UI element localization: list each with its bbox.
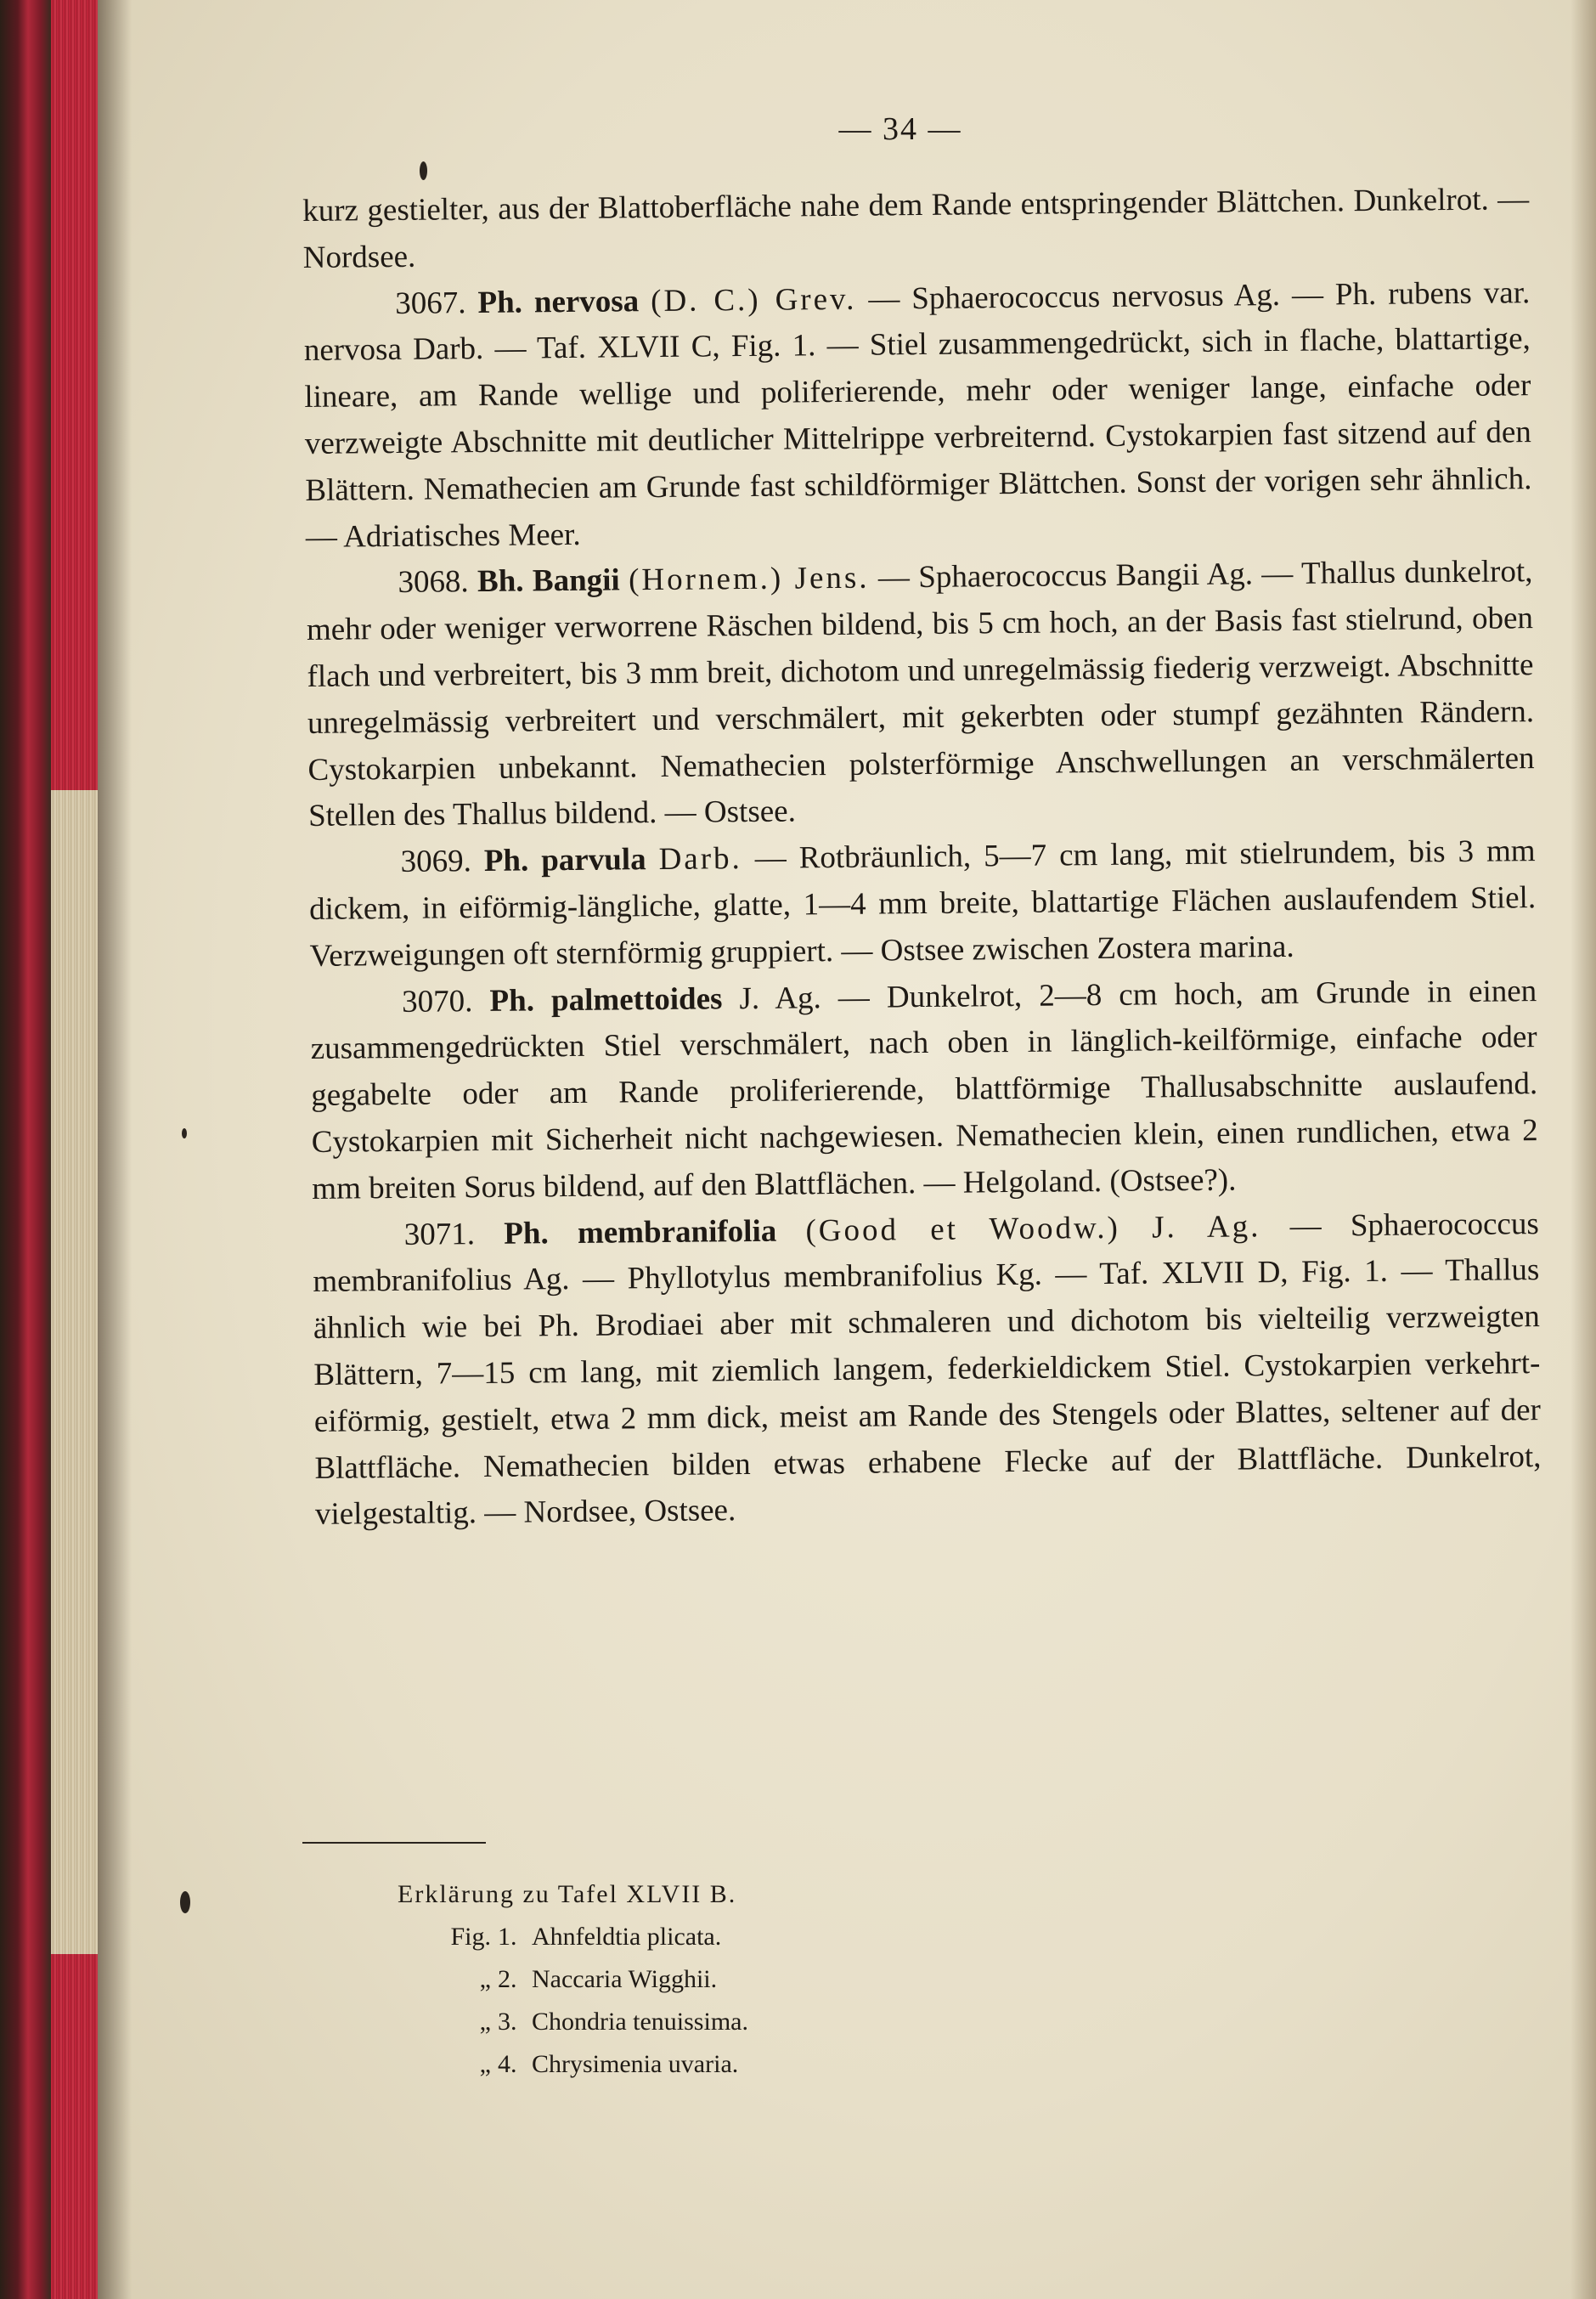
species-name: Ph. membranifolia xyxy=(504,1213,777,1251)
species-entry-3071 xyxy=(313,1201,1542,1539)
species-authority: J. Ag. xyxy=(739,980,821,1016)
species-authority: (Hornem.) Jens. xyxy=(628,560,870,598)
body-text xyxy=(302,177,1542,1539)
footnote-rule xyxy=(302,1842,486,1844)
entry-number: 3069. xyxy=(400,844,472,880)
figure-species: Chrysimenia uvaria. xyxy=(532,2050,739,2078)
species-authority: (D. C.) Grev. xyxy=(650,281,857,319)
species-entry-3067 xyxy=(303,270,1532,562)
figure-caption-row xyxy=(398,2001,992,2043)
figure-caption-row xyxy=(398,2043,992,2086)
entry-description: — Rotbräunlich, 5—7 cm lang, mit stielrundem, bis 3 mm dickem, in eiförmig-längliche, glatte, 1—4 mm breite, blattartige Flächen auslaufendem Stiel. Verzweigungen oft sternförmig gruppiert. — Ostsee zwischen Zostera marina. xyxy=(308,833,1537,974)
red-page-edge-bottom xyxy=(51,1954,98,2299)
figure-number: 2. xyxy=(498,1965,517,1993)
entry-description: — Sphaerococcus Bangii Ag. — Thallus dunkelrot, mehr oder weniger verworrene Räschen bildend, bis 5 cm hoch, an der Basis fast stielrund, oben flach und verbreitert, bis 3 mm breit, dichotom und unregelmässig fiederig verzweigt. Abschnitte unregelmässig verbreitert und verschmälert, mit gekerbten oder stumpf gezähnten Rändern. Cystokarpien unbekannt. Nemathecien polsterförmige Anschwellungen an verschmälerten Stellen des Thallus bildend. — Ostsee. xyxy=(306,554,1535,834)
red-page-edge-top xyxy=(51,0,98,790)
ink-speck xyxy=(182,1128,187,1138)
figure-prefix: „ xyxy=(479,2008,491,2036)
species-entry-3069 xyxy=(308,828,1537,980)
entry-number: 3070. xyxy=(401,983,473,1020)
species-name: Ph. nervosa xyxy=(477,283,640,320)
ink-speck xyxy=(420,161,427,180)
entry-number: 3067. xyxy=(395,285,466,321)
figure-caption-row xyxy=(398,1958,992,2001)
entry-description: — Sphaerococcus nervosus Ag. — Ph. rubens var. nervosa Darb. — Taf. XLVII C, Fig. 1. — Stiel zusammengedrückt, sich in flache, blattartige, lineare, am Rande wellige und poliferierende, mehr oder weniger lange, einfache oder verzweigte Abschnitte mit deutlicher Mittelrippe verbreiternd. Cystokarpien fast sitzend auf den Blättern. Nemathecien am Grunde fast schildförmiger Blättchen. Sonst der vorigen sehr ähnlich. — Adriatisches Meer. xyxy=(303,274,1532,555)
species-entry-3070 xyxy=(310,969,1539,1213)
species-name: Bh. Bangii xyxy=(477,562,620,600)
gutter-shadow xyxy=(98,0,132,2299)
figure-caption-row xyxy=(398,1916,992,1958)
figure-prefix: „ xyxy=(479,1965,491,1993)
figure-species: Ahnfeldtia plicata. xyxy=(532,1923,722,1951)
entry-description: — Dunkelrot, 2—8 cm hoch, am Grunde in einen zusammengedrückten Stiel verschmälert, nach oben in länglich-keilförmige, einfache oder gegabelte oder am Rande proliferierende, blattförmige Thallusabschnitte auslaufend. Cystokarpien mit Sicherheit nicht nachgewiesen. Nemathecien klein, einen rundlichen, etwa 2 mm breiten Sorus bildend, auf den Blattflächen. — Helgoland. (Ostsee?). xyxy=(310,973,1538,1206)
figure-number: 4. xyxy=(498,2050,517,2078)
page-number: — 34 — xyxy=(838,111,962,147)
species-name: Ph. palmettoides xyxy=(489,980,723,1019)
entry-number: 3071. xyxy=(403,1216,476,1252)
book-spine xyxy=(0,0,51,2299)
ink-speck xyxy=(180,1891,190,1913)
figure-species: Naccaria Wigghii. xyxy=(532,1965,718,1993)
figure-prefix: „ xyxy=(479,2050,491,2078)
continuation-paragraph: kurz gestielter, aus der Blattoberfläche nahe dem Rande entspringender Blättchen. Dunkelrot. — Nordsee. xyxy=(302,182,1530,275)
entry-number: 3068. xyxy=(398,564,469,601)
plate-explanation-heading: Erklärung zu Tafel XLVII B. xyxy=(398,1880,737,1908)
species-name: Ph. parvula xyxy=(483,842,646,879)
page-right-shadow xyxy=(1571,0,1596,2299)
figure-number: 1. xyxy=(498,1923,517,1951)
species-authority: Darb. xyxy=(658,841,742,878)
figure-species: Chondria tenuissima. xyxy=(532,2008,748,2036)
species-entry-3068 xyxy=(306,549,1535,840)
species-authority: (Good et Woodw.) J. Ag. xyxy=(805,1208,1261,1248)
figure-prefix: Fig. xyxy=(450,1923,491,1951)
entry-description: — Sphaerococcus membranifolius Ag. — Phyllotylus membranifolius Kg. — Taf. XLVII D, Fig. 1. — Thallus ähnlich wie bei Ph. Brodiaei aber mit schmaleren und dichotom bis vielteilig verzweigten Blättern, 7—15 cm lang, mit ziemlich langem, federkieldickem Stiel. Cystokarpien verkehrt-eiförmig, gestielt, etwa 2 mm dick, meist am Rande des Stengels oder Blattes, seltener auf der Blattfläche. Nemathecien bilden etwas erhabene Flecke auf der Blattfläche. Dunkelrot, vielgestaltig. — Nordsee, Ostsee. xyxy=(313,1206,1542,1533)
figure-number: 3. xyxy=(498,2008,517,2036)
plate-explanation xyxy=(398,1873,992,2086)
